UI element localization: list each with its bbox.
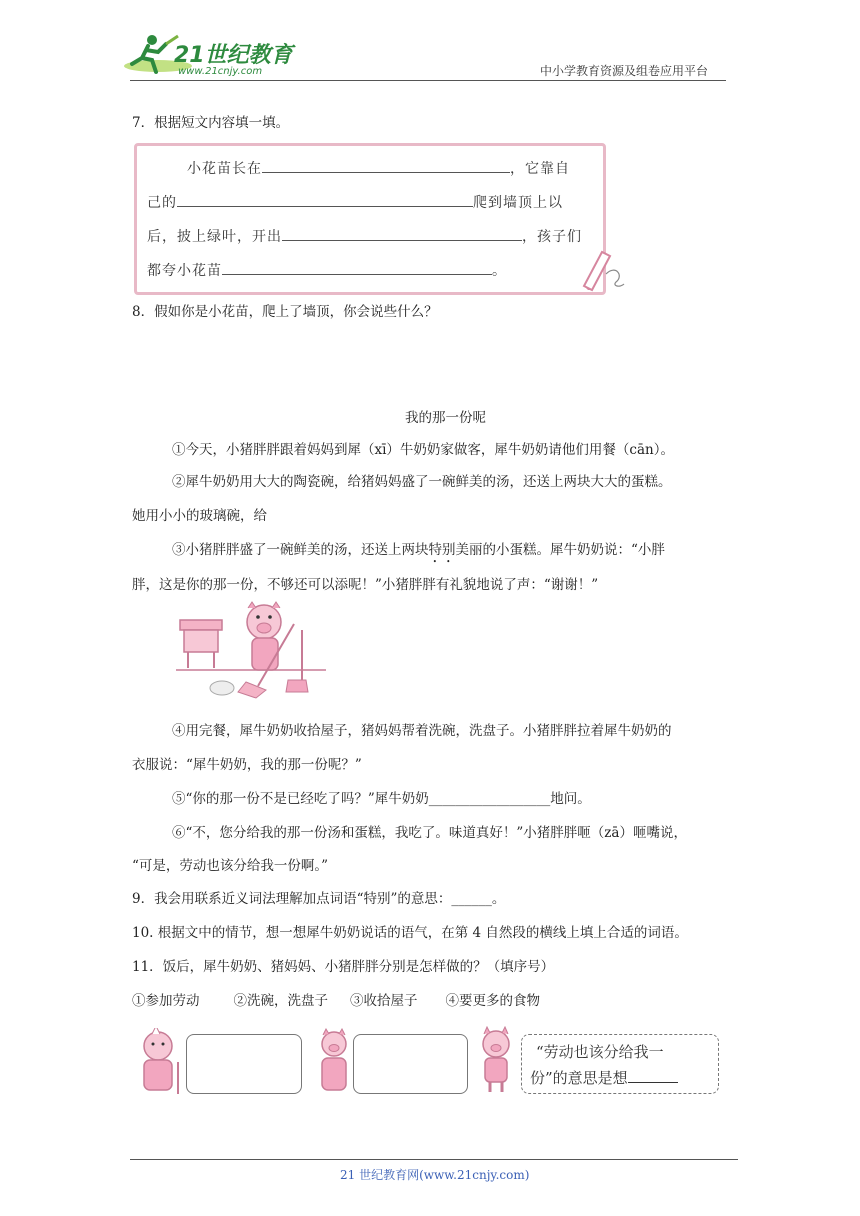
paragraph-1: ①今天，小猪胖胖跟着妈妈到犀（xī）牛奶奶家做客，犀牛奶奶请他们用餐（cān）。 (172, 442, 674, 458)
paragraph-3-line-2: 胖，这是你的那一份，不够还可以添呢！”小猪胖胖有礼貌地说了声：“谢谢！” (132, 577, 599, 593)
header-divider (130, 80, 726, 81)
fill-text: ，它靠自 (510, 161, 570, 177)
paragraph-text: ③小猪胖胖盛了一碗鲜美的汤，还送上两块 (172, 542, 429, 558)
paragraph-4-line-2: 衣服说：“犀牛奶奶，我的那一份呢？” (132, 757, 362, 773)
logo-url: www.21cnjy.com (178, 66, 263, 77)
answer-blank[interactable] (628, 1082, 678, 1083)
paragraph-2-line-1: ②犀牛奶奶用大大的陶瓷碗，给猪妈妈盛了一碗鲜美的汤，还送上两块大大的蛋糕。 (172, 474, 672, 490)
emphasized-word: 特别 (428, 542, 456, 558)
answer-box-rhino[interactable] (186, 1034, 302, 1094)
question-9: 9．我会用联系近义词法理解加点词语“特别”的意思：______。 (132, 891, 506, 907)
paragraph-text: 美丽的小蛋糕。犀牛奶奶说：“小胖 (455, 542, 665, 558)
option-item: ①参加劳动 (132, 993, 200, 1009)
fill-text: 己的 (147, 195, 177, 211)
fill-line-3 (147, 226, 582, 246)
speech-text: 份”的意思是想 (530, 1069, 628, 1087)
paragraph-4-line-1: ④用完餐，犀牛奶奶收拾屋子，猪妈妈帮着洗碗，洗盘子。小猪胖胖拉着犀牛奶奶的 (172, 723, 672, 739)
answer-blank[interactable] (282, 226, 522, 241)
fill-text: ，孩子们 (522, 229, 582, 245)
paragraph-3-line-1 (172, 540, 665, 566)
fill-text: 小花苗长在 (187, 161, 262, 177)
fill-text: 后，披上绿叶，开出 (147, 229, 282, 245)
question-11: 11．饭后，犀牛奶奶、猪妈妈、小猪胖胖分别是怎样做的？（填序号） (132, 959, 555, 975)
fill-text: 都夸小花苗 (147, 263, 222, 279)
answer-blank[interactable] (177, 192, 473, 207)
paragraph-6-line-1: ⑥“不，您分给我的那一份汤和蛋糕，我吃了。味道真好！”小猪胖胖咂（zā）咂嘴说， (172, 825, 687, 841)
site-name: 中小学教育资源及组卷应用平台 (540, 64, 709, 78)
answer-blank[interactable] (222, 260, 492, 275)
question-8: 8．假如你是小花苗，爬上了墙顶，你会说些什么？ (132, 304, 438, 320)
fill-line-1 (187, 158, 570, 178)
paragraph-5: ⑤“你的那一份不是已经吃了吗？”犀牛奶奶__________________地问。 (172, 791, 591, 807)
question-7: 7．根据短文内容填一填。 (132, 115, 290, 131)
fill-in-card (134, 143, 606, 295)
site-logo (118, 30, 293, 82)
logo-text: 21世纪教育 (174, 43, 293, 68)
fill-text: 。 (492, 263, 507, 279)
fill-text: 爬到墙顶上以 (473, 195, 563, 211)
fill-line-4 (147, 260, 507, 280)
speech-line-2 (530, 1067, 678, 1088)
footer-text: 21 世纪教育网(www.21cnjy.com) (340, 1168, 530, 1182)
answer-box-pig-mother[interactable] (353, 1034, 468, 1094)
option-item: ③收拾屋子 (350, 993, 418, 1009)
q11-options (132, 991, 732, 1011)
pencil-icon (576, 246, 628, 292)
pig-mother-icon (314, 1028, 354, 1096)
footer-divider (130, 1159, 738, 1160)
answer-blank[interactable] (262, 158, 510, 173)
question-10: 10. 根据文中的情节，想一想犀牛奶奶说话的语气，在第 4 自然段的横线上填上合适的词语。 (132, 925, 688, 941)
passage-title: 我的那一份呢 (405, 410, 486, 426)
paragraph-6-line-2: “可是，劳动也该分给我一份啊。” (132, 858, 329, 874)
paragraph-2-line-2: 她用小小的玻璃碗，给 (132, 508, 267, 524)
rhino-grandma-icon (134, 1028, 184, 1096)
speech-box (521, 1034, 719, 1094)
pig-sweeping-illustration (176, 600, 336, 700)
little-pig-icon (476, 1026, 516, 1096)
option-item: ④要更多的食物 (445, 993, 540, 1009)
fill-line-2 (147, 192, 563, 212)
option-item: ②洗碗，洗盘子 (233, 993, 328, 1009)
speech-line-1: “劳动也该分给我一 (536, 1043, 664, 1061)
